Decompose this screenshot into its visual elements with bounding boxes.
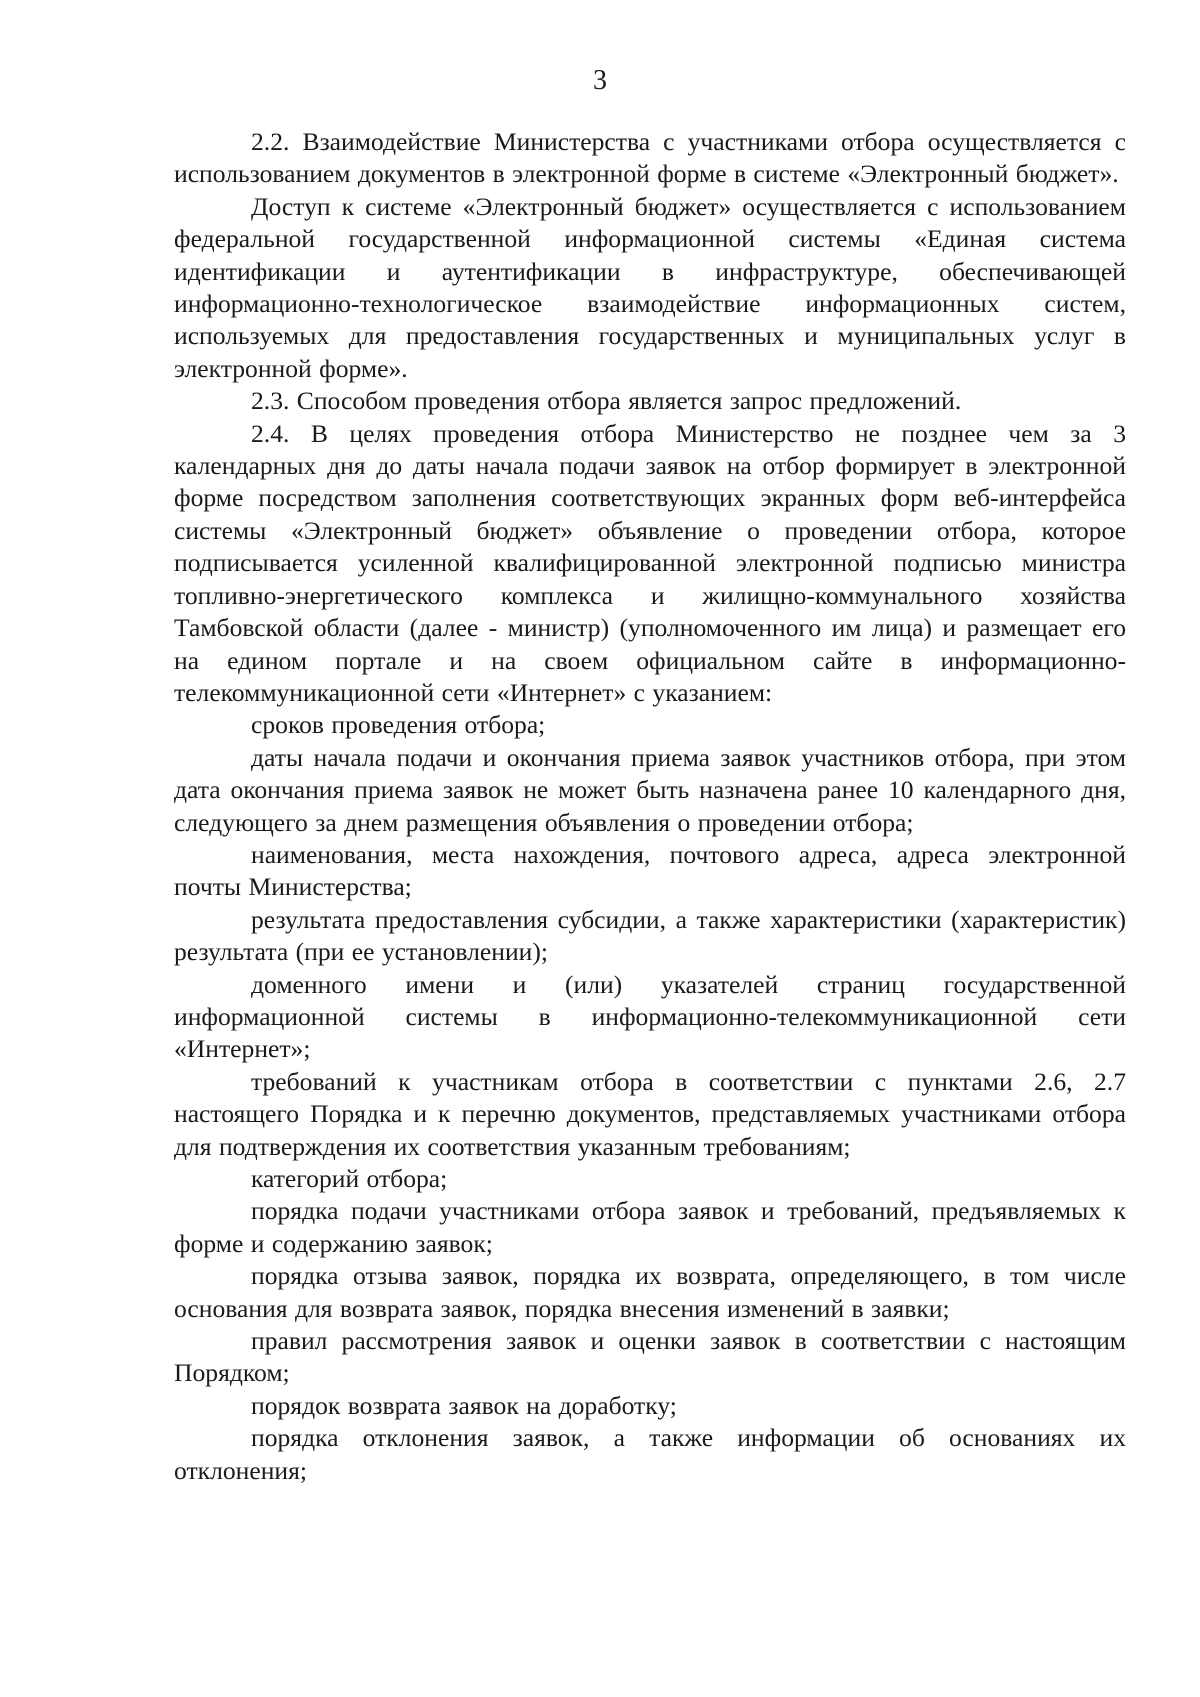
- paragraph-2-4: 2.4. В целях проведения отбора Министерство не позднее чем за 3 календарных дня до даты начала подачи заявок на отбор формирует в электронной форме посредством заполнения соответствующих экранных форм веб-интерфейса системы «Электронный бюджет» объявление о проведении отбора, которое подписывается усиленной квалифицированной электронной подписью министра топливно-энергетического комплекса и жилищно-коммунального хозяйства Тамбовской области (далее - министр) (уполномоченного им лица) и размещает его на едином портале и на своем официальном сайте в информационно-телекоммуникационной сети «Интернет» с указанием:: [174, 418, 1126, 707]
- paragraph-2-2: 2.2. Взаимодействие Министерства с участниками отбора осуществляется с использованием документов в электронной форме в системе «Электронный бюджет».: [174, 127, 1126, 189]
- page-number: 3: [593, 65, 607, 96]
- paragraph-access: Доступ к системе «Электронный бюджет» осуществляется с использованием федеральной государственной информационной системы «Единая система идентификации и аутентификации в инфраструктуре, обеспечивающей информационно-технологическое взаимодействие информационных систем, используемых для предоставления государственных и муниципальных услуг в электронной форме».: [174, 191, 1126, 383]
- list-item: доменного имени и (или) указателей страниц государственной информационной системы в информационно-телекоммуникационной сети «Интернет»;: [174, 969, 1126, 1064]
- list-item: порядка подачи участниками отбора заявок и требований, предъявляемых к форме и содержанию заявок;: [174, 1196, 1126, 1258]
- list-item: наименования, места нахождения, почтового адреса, адреса электронной почты Министерства;: [174, 839, 1126, 902]
- list-item: порядок возврата заявок на доработку;: [251, 1390, 677, 1420]
- list-item: даты начала подачи и окончания приема заявок участников отбора, при этом дата окончания приема заявок не может быть назначена ранее 10 календарного дня, следующего за днем размещения объявления о проведении отбора;: [174, 742, 1126, 837]
- list-item: результата предоставления субсидии, а также характеристики (характеристик) результата (при ее установлении);: [174, 904, 1126, 967]
- list-item: сроков проведения отбора;: [251, 710, 546, 740]
- document-body: [174, 126, 1126, 1487]
- list-item: категорий отбора;: [251, 1164, 448, 1193]
- paragraph-2-3: 2.3. Способом проведения отбора является запрос предложений.: [251, 386, 962, 416]
- list-item: порядка отзыва заявок, порядка их возврата, определяющего, в том числе основания для возврата заявок, порядка внесения изменений в заявки;: [174, 1261, 1126, 1323]
- list-item: требований к участникам отбора в соответствии с пунктами 2.6, 2.7 настоящего Порядка и к перечню документов, представляемых участниками отбора для подтверждения их соответствия указанным требованиям;: [174, 1066, 1126, 1161]
- list-item: порядка отклонения заявок, а также информации об основаниях их отклонения;: [174, 1423, 1126, 1485]
- list-item: правил рассмотрения заявок и оценки заявок в соответствии с настоящим Порядком;: [174, 1326, 1126, 1388]
